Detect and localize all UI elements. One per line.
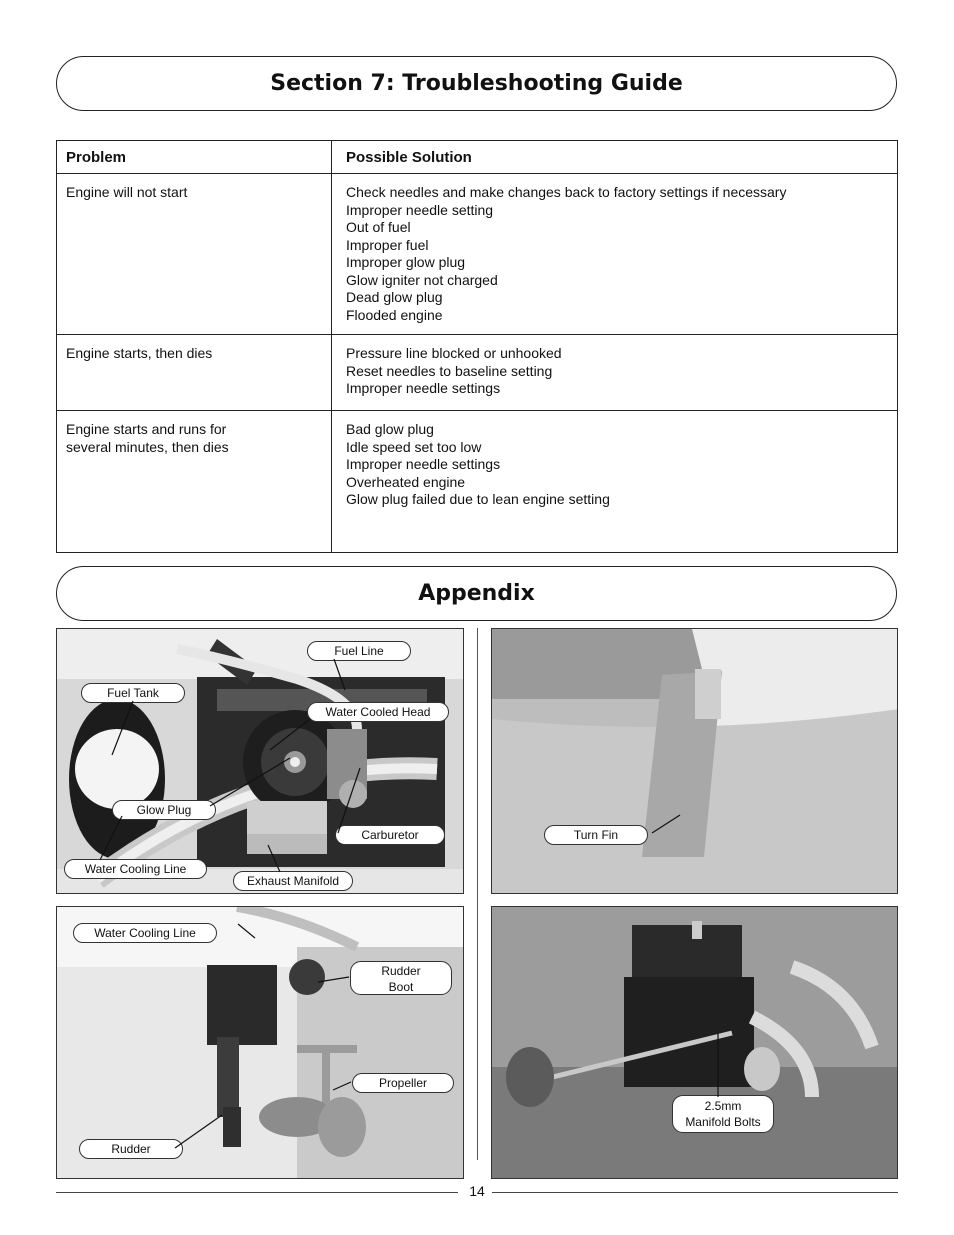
appendix-banner: [56, 566, 897, 621]
solution-text: Improper needle settings: [346, 456, 501, 472]
label-fuel-tank: Fuel Tank: [81, 683, 185, 703]
engine-top-photo: [56, 628, 464, 894]
engine-top-illustration: [57, 629, 464, 894]
solution-text: Glow igniter not charged: [346, 271, 498, 288]
turn-fin-illustration: [492, 629, 898, 894]
solution-text: Reset needles to baseline setting: [346, 362, 553, 379]
section-title: Section 7: Troubleshooting Guide: [270, 71, 683, 96]
problem-cell: [57, 174, 332, 335]
footer-line-left: [56, 1192, 458, 1193]
label-carburetor: Carburetor: [335, 825, 445, 845]
label-rudder-boot: [350, 961, 452, 995]
table-row: [57, 411, 898, 553]
manifold-bolts-photo: [491, 906, 898, 1179]
label-water-cooling-line: Water Cooling Line: [73, 923, 217, 943]
solution-text: Check needles and make changes back to factory settings if necessary: [346, 184, 787, 200]
solution-text: Improper needle settings: [346, 380, 501, 396]
solution-text: Flooded engine: [346, 306, 443, 323]
label-fuel-line: Fuel Line: [307, 641, 411, 661]
label-exhaust-manifold: Exhaust Manifold: [233, 871, 353, 891]
section-banner: [56, 56, 897, 111]
solution-cell: [332, 335, 898, 411]
photo-divider: [477, 628, 478, 1160]
solution-text: Improper needle setting: [346, 201, 494, 218]
manifold-bolts-illustration: [492, 907, 898, 1179]
table-row: [57, 335, 898, 411]
solution-text: Overheated engine: [346, 473, 466, 490]
problem-cell: [57, 411, 332, 553]
label-rudder: Rudder: [79, 1139, 183, 1159]
solution-text: Pressure line blocked or unhooked: [346, 345, 562, 361]
label-manifold-bolts: [672, 1095, 774, 1133]
problem-cell: [57, 335, 332, 411]
turn-fin-photo: [491, 628, 898, 894]
solution-text: Out of fuel: [346, 219, 411, 235]
label-text: Rudder: [381, 964, 421, 978]
table-header-row: [57, 141, 898, 174]
problem-text: Engine starts, then dies: [66, 345, 213, 361]
label-text: Boot: [388, 980, 414, 994]
label-text: Manifold Bolts: [685, 1115, 761, 1129]
label-water-cooled-head: Water Cooled Head: [307, 702, 449, 722]
column-header-solution: Possible Solution: [332, 141, 898, 174]
label-water-cooling-line: Water Cooling Line: [64, 859, 207, 879]
solution-text: Dead glow plug: [346, 289, 443, 305]
solution-cell: [332, 411, 898, 553]
solution-text: Bad glow plug: [346, 421, 434, 437]
problem-text: several minutes, then dies: [66, 438, 229, 455]
appendix-title: Appendix: [418, 581, 535, 606]
solution-cell: [332, 174, 898, 335]
solution-text: Glow plug failed due to lean engine setting: [346, 491, 610, 507]
label-propeller: Propeller: [352, 1073, 454, 1093]
column-header-problem: Problem: [57, 141, 332, 174]
rudder-photo: [56, 906, 464, 1179]
footer-line-right: [492, 1192, 898, 1193]
problem-text: Engine will not start: [66, 184, 188, 200]
label-glow-plug: Glow Plug: [112, 800, 216, 820]
label-text: 2.5mm: [704, 1099, 742, 1113]
solution-text: Improper glow plug: [346, 254, 466, 270]
solution-text: Idle speed set too low: [346, 438, 482, 455]
solution-text: Improper fuel: [346, 236, 429, 253]
table-row: [57, 174, 898, 335]
problem-text: Engine starts and runs for: [66, 421, 227, 437]
troubleshooting-table: [56, 140, 898, 553]
label-turn-fin: Turn Fin: [544, 825, 648, 845]
page-number: 14: [469, 1183, 485, 1199]
